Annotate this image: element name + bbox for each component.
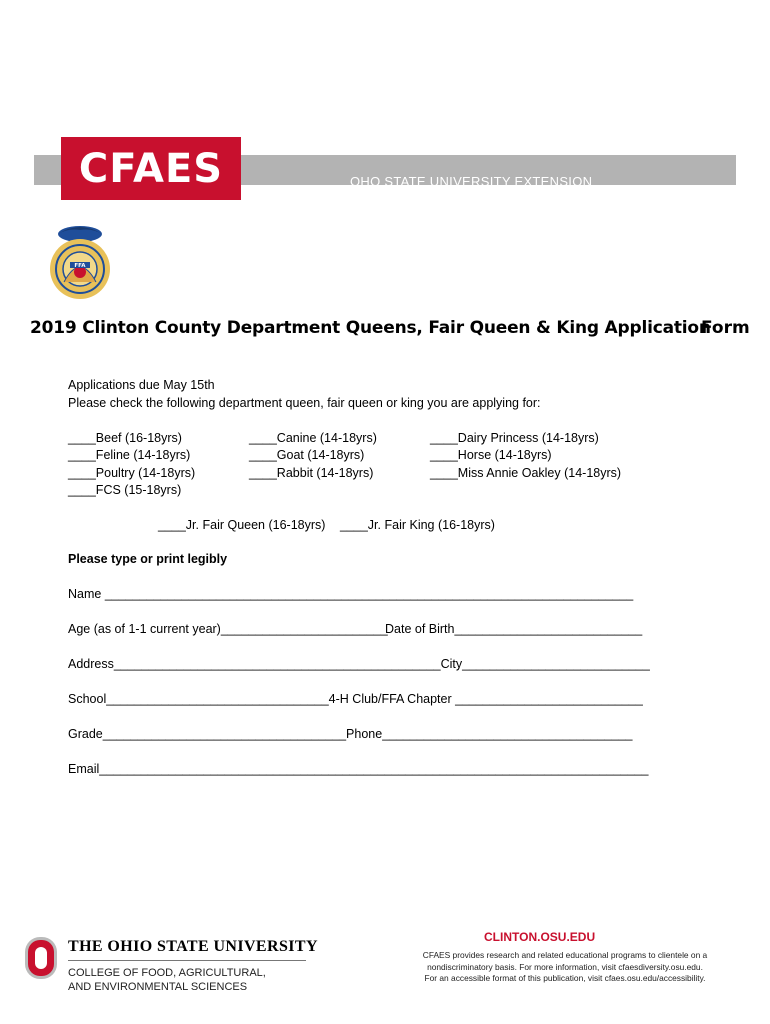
osu-name: THE OHIO STATE UNIVERSITY bbox=[68, 938, 318, 955]
cfaes-logo bbox=[61, 137, 241, 200]
footer-notice bbox=[405, 950, 725, 985]
college-name bbox=[68, 966, 266, 994]
option-canine[interactable]: ____Canine (14-18yrs) bbox=[249, 431, 377, 445]
notice-line-1: CFAES provides research and related educational programs to clientele on a bbox=[422, 950, 708, 960]
option-goat[interactable]: ____Goat (14-18yrs) bbox=[249, 448, 365, 462]
instruction-text: Please check the following department queen, fair queen or king you are applying for: bbox=[68, 396, 541, 410]
option-dairy-princess[interactable]: ____Dairy Princess (14-18yrs) bbox=[430, 431, 599, 445]
print-legibly-note: Please type or print legibly bbox=[68, 552, 228, 566]
date-of-birth-field[interactable]: Date of Birth___________________________ bbox=[385, 622, 643, 636]
notice-line-3: For an accessible format of this publication, visit cfaes.osu.edu/accessibility. bbox=[424, 973, 706, 983]
due-date-text: Applications due May 15th bbox=[68, 378, 215, 392]
block-o-icon bbox=[24, 936, 58, 980]
option-feline[interactable]: ____Feline (14-18yrs) bbox=[68, 448, 191, 462]
ffa-emblem-text: FFA bbox=[74, 263, 86, 269]
footer-url-link[interactable]: CLINTON.OSU.EDU bbox=[484, 930, 596, 944]
option-fcs[interactable]: ____FCS (15-18yrs) bbox=[68, 483, 182, 497]
option-jr-fair-king[interactable]: ____Jr. Fair King (16-18yrs) bbox=[340, 518, 495, 532]
age-field[interactable]: Age (as of 1-1 current year)________________________ bbox=[68, 622, 388, 636]
email-field[interactable]: Email_______________________________________________________________________________ bbox=[68, 762, 649, 776]
college-line-2: AND ENVIRONMENTAL SCIENCES bbox=[68, 981, 248, 993]
name-field[interactable]: Name ____________________________________________________________________________ bbox=[68, 587, 634, 601]
grade-phone-field[interactable]: Grade___________________________________Phone____________________________________ bbox=[68, 727, 633, 741]
option-miss-annie-oakley[interactable]: ____Miss Annie Oakley (14-18yrs) bbox=[430, 466, 622, 480]
form-label: Form bbox=[701, 318, 750, 338]
option-beef[interactable]: ____Beef (16-18yrs) bbox=[68, 431, 182, 445]
option-horse[interactable]: ____Horse (14-18yrs) bbox=[430, 448, 552, 462]
osu-divider bbox=[68, 960, 306, 961]
extension-label: OHO STATE UNIVERSITY EXTENSION bbox=[350, 174, 593, 189]
school-chapter-field[interactable]: School________________________________4-H Club/FFA Chapter ___________________________ bbox=[68, 692, 643, 706]
college-line-1: COLLEGE OF FOOD, AGRICULTURAL, bbox=[68, 967, 266, 979]
page-title: 2019 Clinton County Department Queens, Fair Queen & King Application bbox=[30, 318, 711, 338]
cfaes-logo-text: CFAES bbox=[78, 145, 224, 192]
address-city-field[interactable]: Address_______________________________________________City___________________________ bbox=[68, 657, 650, 671]
notice-line-2: nondiscriminatory basis. For more information, visit cfaesdiversity.osu.edu. bbox=[427, 961, 703, 972]
option-jr-fair-queen[interactable]: ____Jr. Fair Queen (16-18yrs) bbox=[158, 518, 326, 532]
option-rabbit[interactable]: ____Rabbit (14-18yrs) bbox=[249, 466, 374, 480]
ffa-emblem-icon bbox=[48, 222, 112, 304]
option-poultry[interactable]: ____Poultry (14-18yrs) bbox=[68, 466, 196, 480]
